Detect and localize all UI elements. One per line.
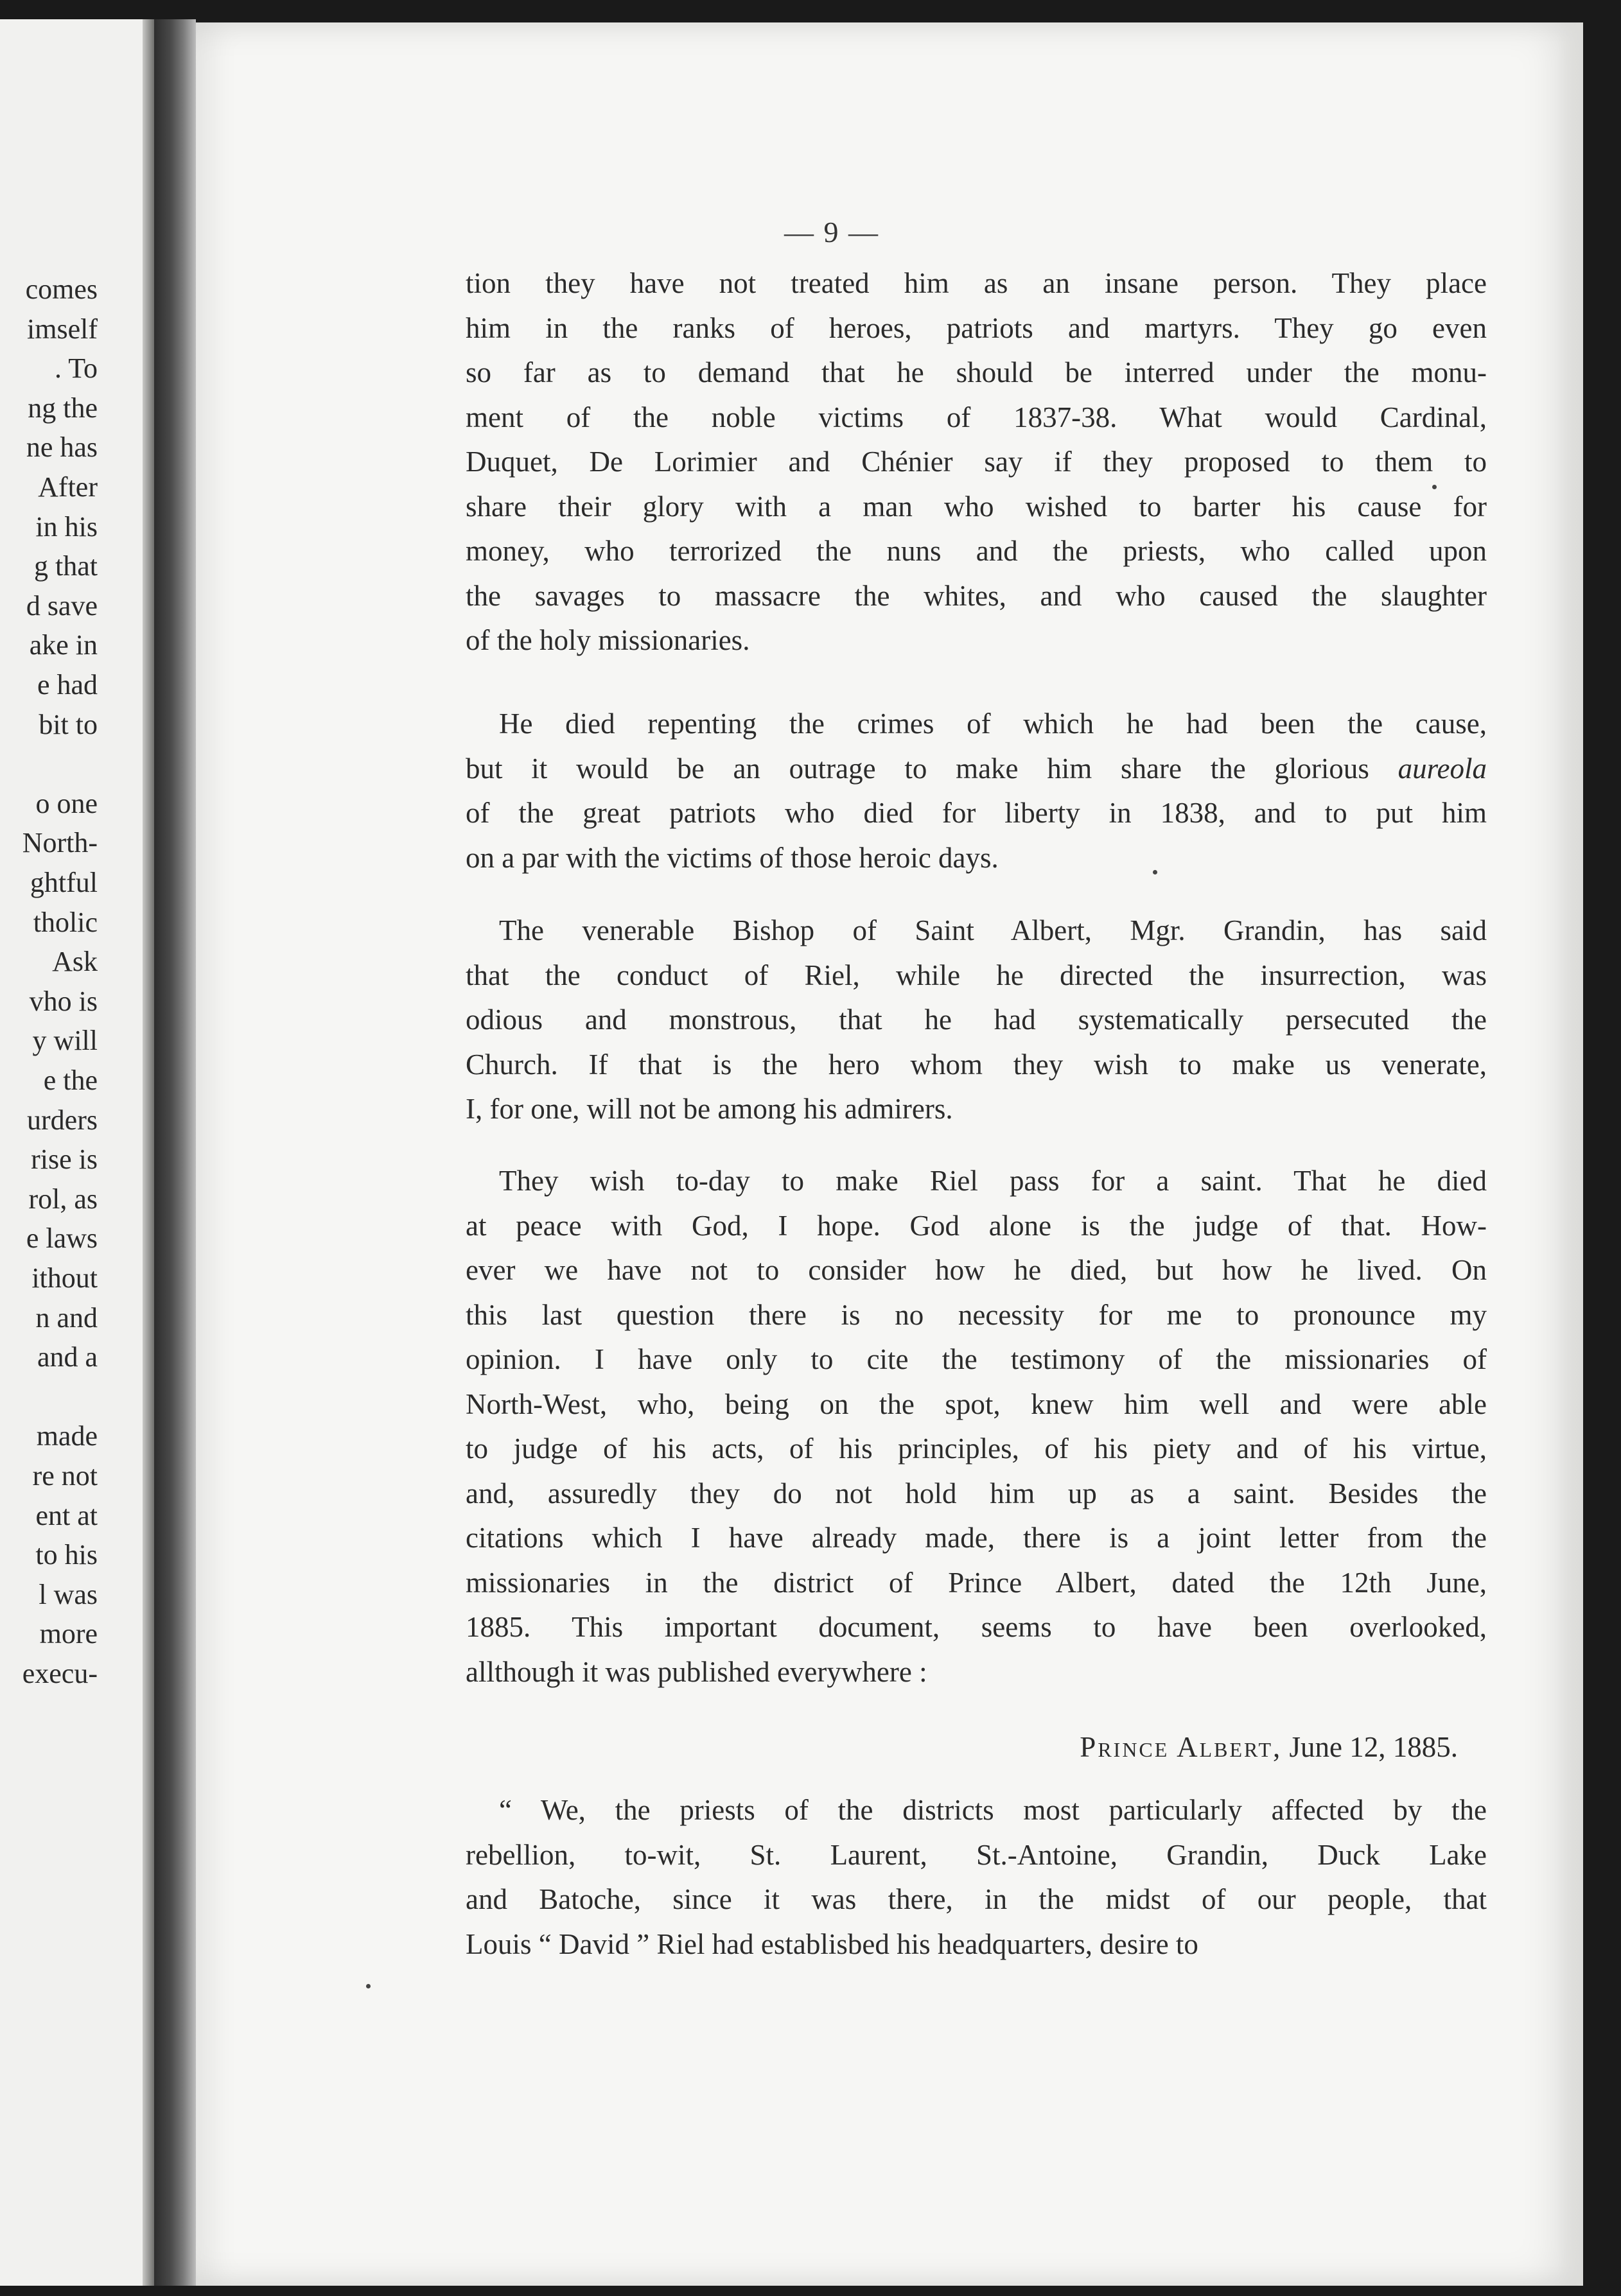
left-page-fragment: rise is — [31, 1144, 98, 1176]
left-page-fragment: rol, as — [28, 1183, 98, 1215]
paragraph-3 — [466, 909, 1487, 1132]
text-line: 1885. This important document, seems to have been overlooked, — [466, 1611, 1487, 1643]
text-line: to judge of his acts, of his principles, of his piety and of his virtue, — [466, 1432, 1487, 1465]
text-line: Duquet, De Lorimier and Chénier say if they proposed to them to — [466, 446, 1487, 478]
left-page-fragment: . To — [54, 352, 98, 385]
page-number: — 9 — — [784, 216, 879, 248]
left-page-fragment: and a — [37, 1341, 98, 1373]
text-line: rebellion, to-wit, St. Laurent, St.-Antoine, Grandin, Duck Lake — [466, 1838, 1487, 1871]
left-page-fragment: made — [36, 1420, 98, 1452]
text-line: missionaries in the district of Prince Albert, dated the 12th June, — [466, 1566, 1487, 1599]
left-page-fragment: d save — [26, 589, 98, 622]
ink-speck — [1153, 870, 1157, 874]
left-page-fragment: e had — [37, 669, 98, 700]
left-page-fragment: n and — [35, 1301, 98, 1334]
left-page-fragment: more — [39, 1618, 98, 1650]
text-line: that the conduct of Riel, while he directed the insurrection, was — [466, 959, 1487, 991]
left-page-edge-shadow — [143, 19, 154, 2286]
paragraph-2 — [466, 702, 1487, 880]
left-page-fragment: e the — [43, 1065, 98, 1096]
text-line: this last question there is no necessity for me to pronounce my — [466, 1298, 1487, 1331]
left-facing-page — [0, 19, 154, 2286]
text-line: at peace with God, I hope. God alone is the judge of that. How- — [466, 1209, 1487, 1242]
ink-speck — [366, 1984, 371, 1988]
text-line: They wish to-day to make Riel pass for a saint. That he died — [499, 1165, 1487, 1197]
dateline-place: Prince Albert, — [1080, 1731, 1283, 1763]
paragraph-1 — [466, 261, 1487, 663]
left-page-fragment: ake in — [29, 629, 98, 661]
left-page-fragment: vho is — [29, 985, 98, 1017]
left-page-fragment: e laws — [26, 1222, 98, 1255]
text-line: but it would be an outrage to make him share the glorious aureola — [466, 752, 1487, 785]
book-page — [196, 22, 1583, 2286]
text-line: “ We, the priests of the districts most particularly affected by the — [499, 1794, 1487, 1826]
text-line: ment of the noble victims of 1837-38. What would Cardinal, — [466, 401, 1487, 433]
left-page-fragment: Ask — [52, 946, 98, 978]
dateline-date: June 12, 1885. — [1289, 1731, 1458, 1763]
book-binding — [154, 19, 196, 2286]
page-edge-shadow — [1557, 22, 1583, 2286]
text-line: ever we have not to consider how he died, but how he lived. On — [466, 1254, 1487, 1286]
text-line: him in the ranks of heroes, patriots and martyrs. They go even — [466, 311, 1487, 344]
ink-speck — [1432, 485, 1437, 489]
text-line: money, who terrorized the nuns and the priests, who called upon — [466, 535, 1487, 567]
text-line: Church. If that is the hero whom they wish to make us venerate, — [466, 1048, 1487, 1081]
left-page-fragment: comes — [25, 274, 98, 305]
text-line: North-West, who, being on the spot, knew him well and were able — [466, 1387, 1487, 1420]
left-page-fragment: to his — [35, 1539, 98, 1571]
left-page-fragment: execu- — [22, 1658, 98, 1689]
left-page-fragment: North- — [22, 827, 98, 859]
left-page-fragment: ent at — [35, 1499, 98, 1531]
text-line: I, for one, will not be among his admirers. — [466, 1093, 953, 1125]
text-line: opinion. I have only to cite the testimony of the missionaries of — [466, 1343, 1487, 1375]
left-page-fragment: l was — [39, 1578, 98, 1610]
text-line: tion they have not treated him as an insane person. They place — [466, 267, 1487, 299]
left-page-fragment: ng the — [28, 392, 98, 424]
text-line: The venerable Bishop of Saint Albert, Mgr. Grandin, has said — [499, 914, 1487, 946]
left-page-fragment: ne has — [26, 431, 98, 464]
paragraph-5 — [466, 1788, 1487, 1967]
text-line: allthough it was published everywhere : — [466, 1655, 927, 1688]
text-line: and Batoche, since it was there, in the midst of our people, that — [466, 1883, 1487, 1915]
left-page-fragment: g that — [34, 550, 98, 582]
paragraph-4 — [466, 1159, 1487, 1694]
left-page-fragment: re not — [32, 1460, 98, 1492]
left-page-fragment: y will — [32, 1025, 98, 1057]
text-line: and, assuredly they do not hold him up as a saint. Besides the — [466, 1477, 1487, 1509]
left-page-fragment: o one — [35, 787, 98, 819]
left-page-fragment: imself — [27, 313, 98, 345]
dateline — [466, 1730, 1458, 1764]
text-line: Louis “ David ” Riel had establisbed his headquarters, desire to — [466, 1927, 1198, 1960]
left-page-fragment: in his — [35, 510, 98, 543]
text-line: on a par with the victims of those heroic days. — [466, 841, 999, 874]
text-line: odious and monstrous, that he had systematically persecuted the — [466, 1004, 1487, 1036]
text-line: citations which I have already made, there is a joint letter from the — [466, 1522, 1487, 1554]
text-line: so far as to demand that he should be interred under the monu- — [466, 356, 1487, 388]
left-page-fragment: ithout — [31, 1262, 98, 1294]
italic-word: aureola — [1398, 752, 1487, 785]
text-line: of the great patriots who died for liberty in 1838, and to put him — [466, 797, 1487, 829]
left-page-fragment: tholic — [33, 906, 98, 938]
text-line: of the holy missionaries. — [466, 624, 750, 656]
left-page-fragment: After — [38, 471, 98, 503]
left-page-fragment: urders — [27, 1104, 98, 1136]
text-line: share their glory with a man who wished to barter his cause for — [466, 490, 1487, 523]
text-line: the savages to massacre the whites, and who caused the slaughter — [466, 579, 1487, 612]
text-line: He died repenting the crimes of which he had been the cause, — [499, 708, 1487, 740]
left-page-fragment: ghtful — [30, 867, 98, 898]
left-page-fragment: bit to — [39, 708, 98, 740]
